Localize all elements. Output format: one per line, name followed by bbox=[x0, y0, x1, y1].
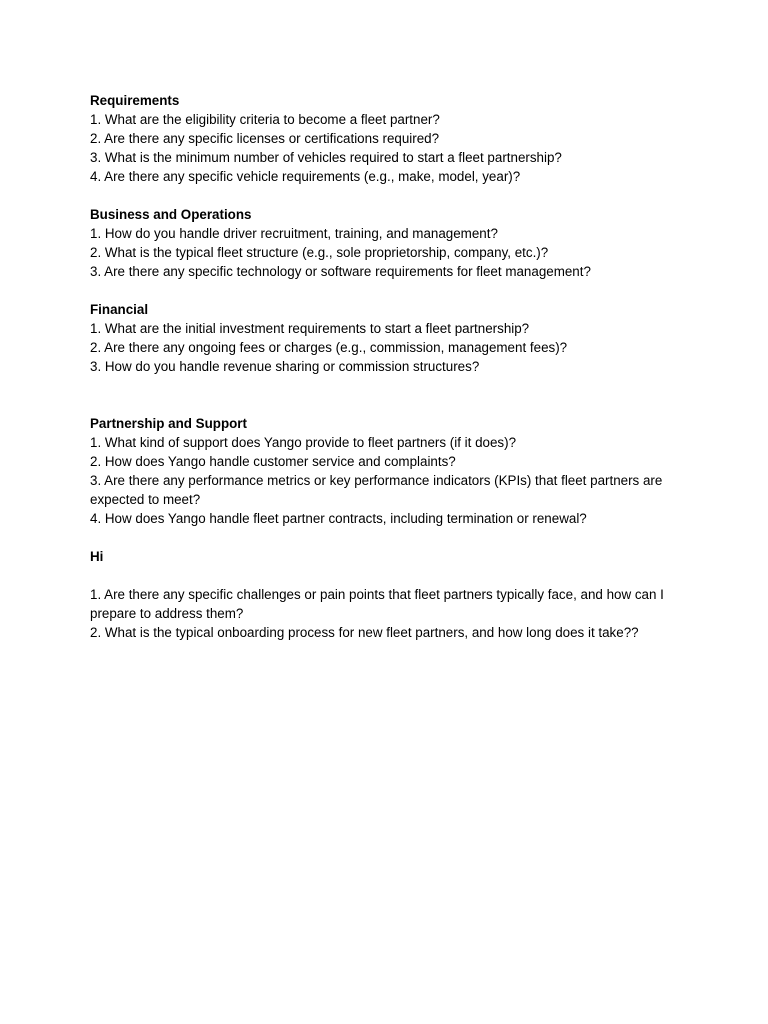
list-item: 2. How does Yango handle customer service and complaints? bbox=[90, 454, 456, 469]
section-heading: Requirements bbox=[90, 93, 180, 108]
list-item: 2. What is the typical onboarding process for new fleet partners, and how long does it take?? bbox=[90, 625, 639, 640]
section-financial bbox=[90, 300, 678, 376]
paragraph-spacer bbox=[90, 186, 678, 205]
list-item: 1. What kind of support does Yango provide to fleet partners (if it does)? bbox=[90, 435, 517, 450]
paragraph-spacer bbox=[90, 566, 678, 585]
section-requirements bbox=[90, 91, 678, 186]
list-item: 1. How do you handle driver recruitment, training, and management? bbox=[90, 226, 498, 241]
list-item: 3. What is the minimum number of vehicles required to start a fleet partnership? bbox=[90, 150, 562, 165]
list-item: 3. Are there any specific technology or software requirements for fleet management? bbox=[90, 264, 591, 279]
list-item: 4. Are there any specific vehicle requirements (e.g., make, model, year)? bbox=[90, 169, 521, 184]
paragraph-spacer bbox=[90, 528, 678, 547]
section-heading: Business and Operations bbox=[90, 207, 252, 222]
list-item: 2. Are there any ongoing fees or charges (e.g., commission, management fees)? bbox=[90, 340, 568, 355]
list-item: 3. How do you handle revenue sharing or commission structures? bbox=[90, 359, 480, 374]
list-item: 1. What are the eligibility criteria to become a fleet partner? bbox=[90, 112, 440, 127]
section-business-operations bbox=[90, 205, 678, 281]
list-item: 1. What are the initial investment requirements to start a fleet partnership? bbox=[90, 321, 530, 336]
section-hi bbox=[90, 547, 678, 642]
list-item: 2. Are there any specific licenses or certifications required? bbox=[90, 131, 440, 146]
paragraph-spacer bbox=[90, 281, 678, 300]
paragraph-spacer bbox=[90, 376, 678, 414]
list-item: 4. How does Yango handle fleet partner contracts, including termination or renewal? bbox=[90, 511, 587, 526]
section-heading: Financial bbox=[90, 302, 149, 317]
list-item: 2. What is the typical fleet structure (e.g., sole proprietorship, company, etc.)? bbox=[90, 245, 549, 260]
section-heading: Hi bbox=[90, 549, 104, 564]
list-item: 3. Are there any performance metrics or key performance indicators (KPIs) that fleet partners are expected to meet? bbox=[90, 473, 663, 507]
section-heading: Partnership and Support bbox=[90, 416, 247, 431]
section-partnership-support bbox=[90, 414, 678, 528]
list-item: 1. Are there any specific challenges or pain points that fleet partners typically face, and how can I prepare to address them? bbox=[90, 587, 664, 621]
